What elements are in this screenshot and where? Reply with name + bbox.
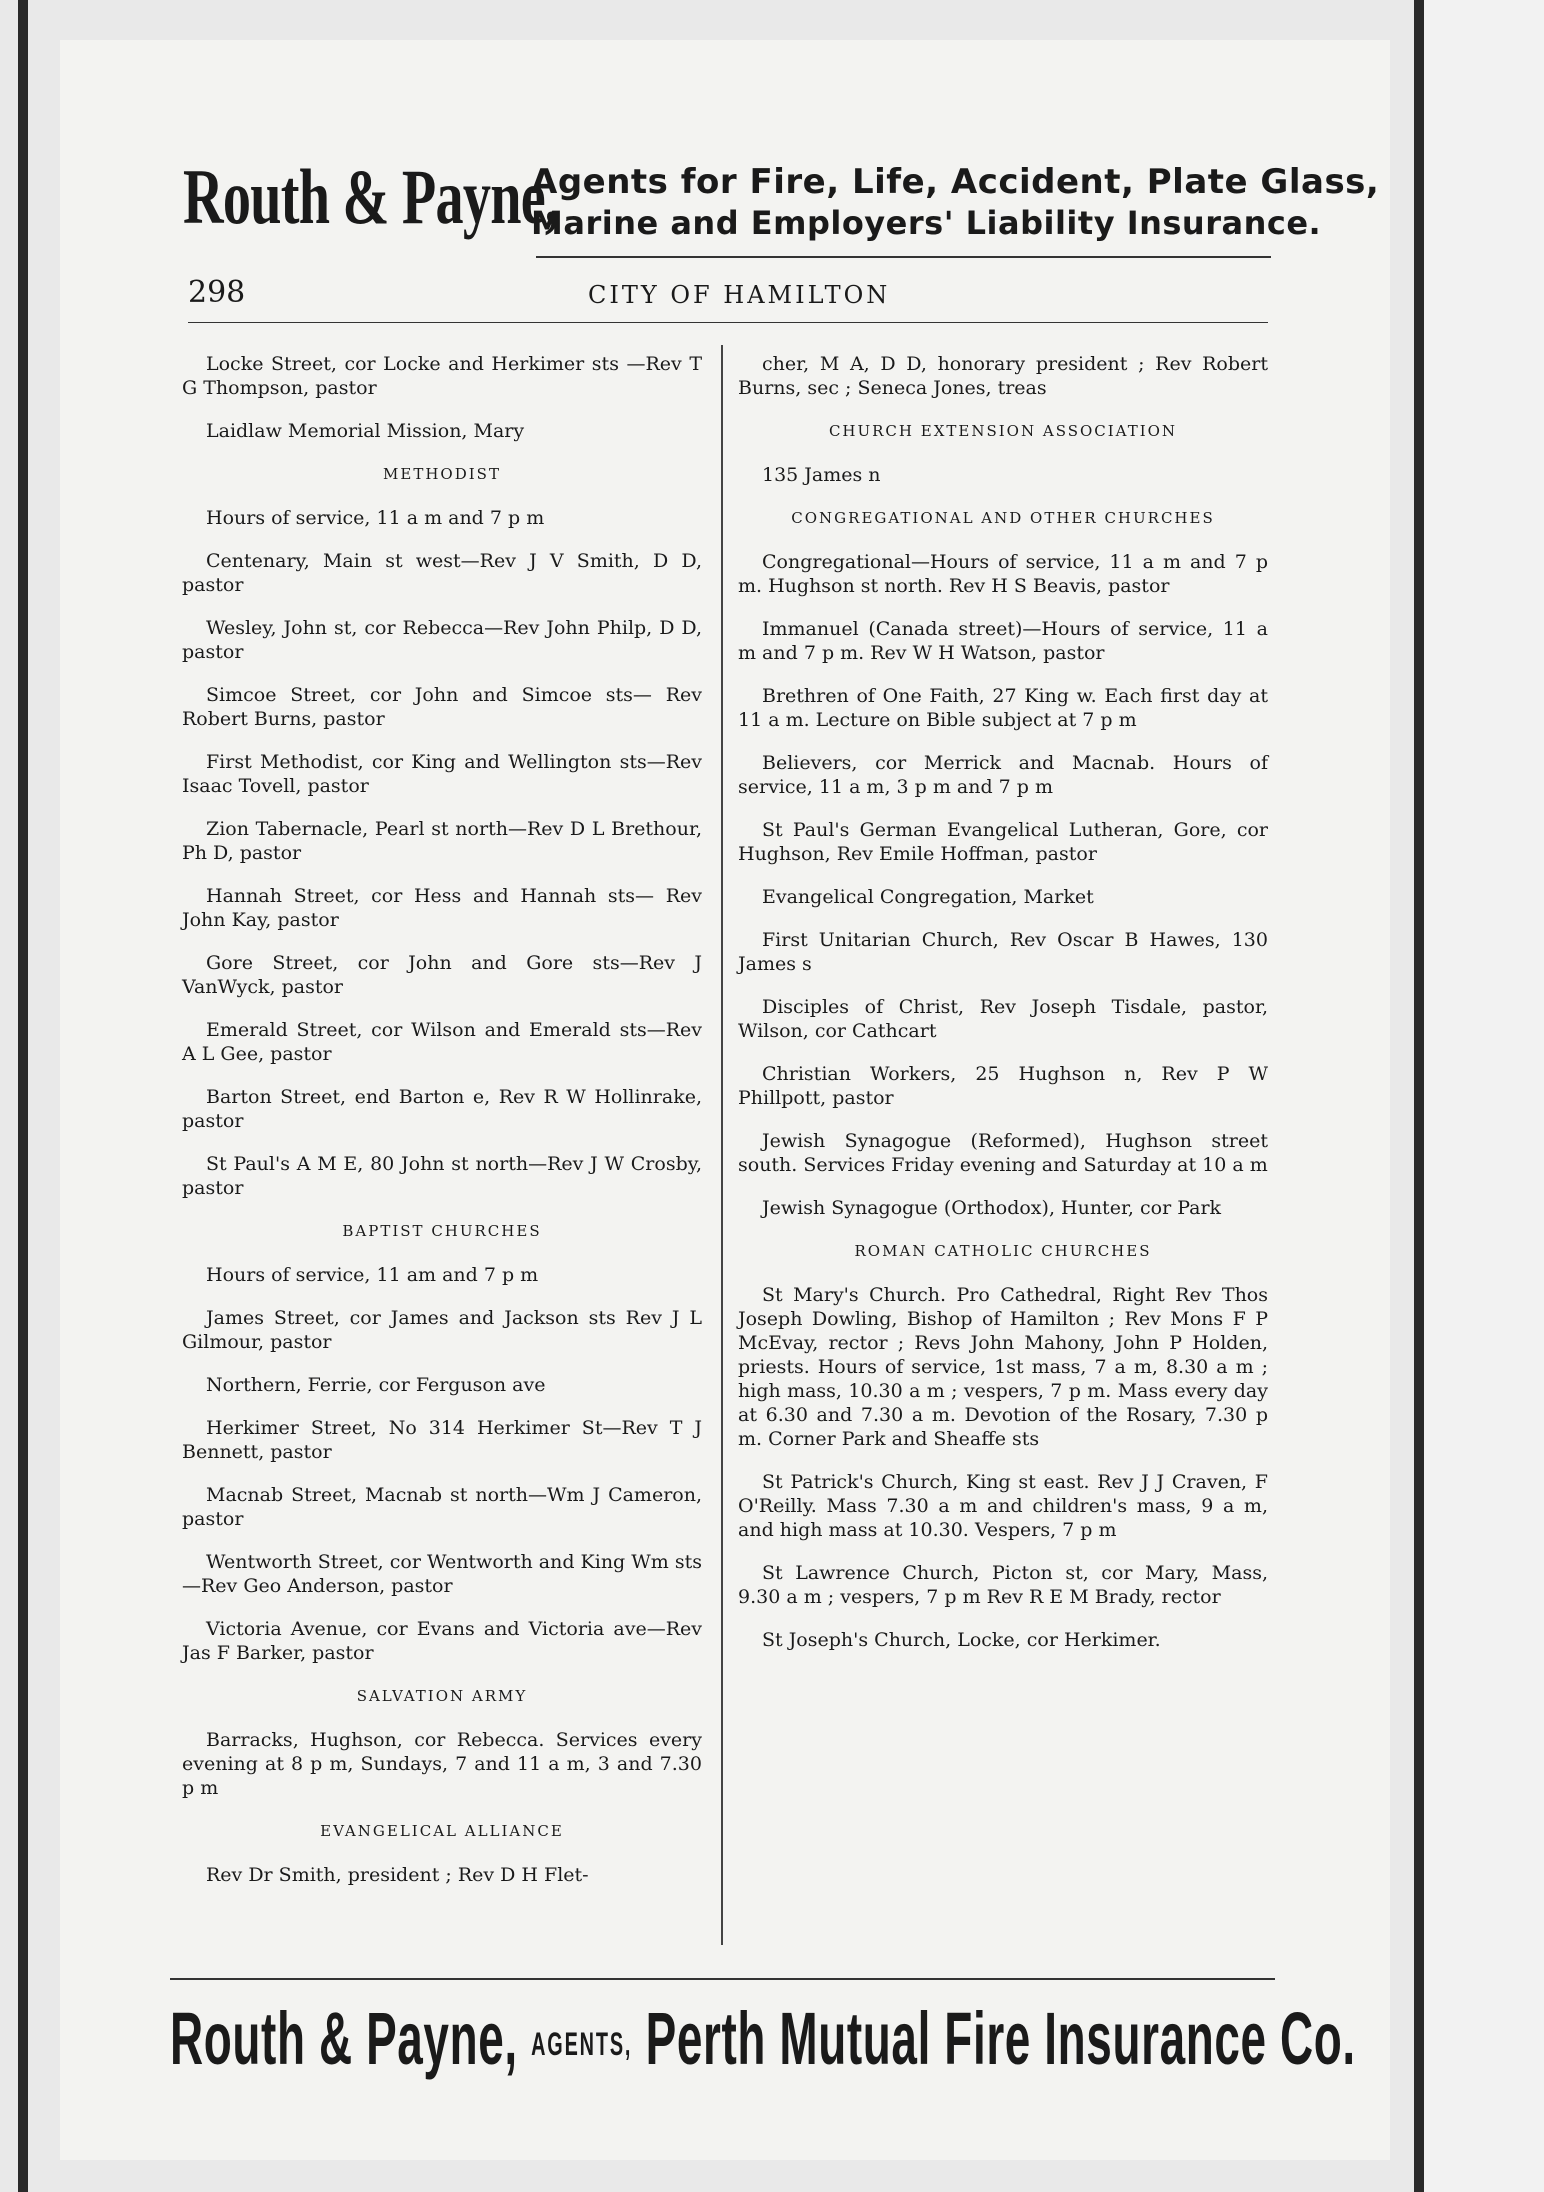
right-directory-entry: Believers, cor Merrick and Macnab. Hours of service, 11 a m, 3 p m and 7 p m [738, 752, 1268, 798]
left-directory-entry: First Methodist, cor King and Wellington sts—Rev Isaac Tovell, pastor [182, 751, 702, 797]
left-directory-entry: Northern, Ferrie, cor Ferguson ave [206, 1374, 546, 1396]
right-section-heading: CHURCH EXTENSION ASSOCIATION [828, 422, 1178, 440]
scan-left-border [18, 0, 28, 2192]
scan-right-border [1414, 0, 1424, 2192]
right-directory-entry: cher, M A, D D, honorary president ; Rev Robert Burns, sec ; Seneca Jones, treas [738, 353, 1268, 399]
left-directory-entry: Gore Street, cor John and Gore sts—Rev J VanWyck, pastor [182, 952, 702, 998]
right-directory-entry: Brethren of One Faith, 27 King w. Each first day at 11 a m. Lecture on Bible subject at 7 p m [738, 685, 1268, 731]
running-head-rule [188, 322, 1268, 323]
header-firm-name: Routh & Payne, [183, 153, 559, 240]
left-section-heading: BAPTIST CHURCHES [342, 1222, 542, 1240]
right-section-heading: ROMAN CATHOLIC CHURCHES [854, 1242, 1152, 1260]
right-directory-entry: St Patrick's Church, King st east. Rev J J Craven, F O'Reilly. Mass 7.30 a m and children's mass, 9 a m, and high mass at 10.30. Vespers, 7 p m [738, 1471, 1268, 1541]
right-directory-entry: Disciples of Christ, Rev Joseph Tisdale, pastor, Wilson, cor Cathcart [738, 996, 1268, 1042]
left-section-heading: SALVATION ARMY [356, 1687, 528, 1705]
right-directory-entry: Jewish Synagogue (Orthodox), Hunter, cor Park [762, 1197, 1222, 1219]
right-directory-entry: St Lawrence Church, Picton st, cor Mary, Mass, 9.30 a m ; vespers, 7 p m Rev R E M Brady, rector [738, 1562, 1268, 1608]
left-directory-entry: Hours of service, 11 a m and 7 p m [206, 507, 545, 529]
footer-agents-label: AGENTS, [531, 2025, 633, 2062]
left-directory-entry: Hannah Street, cor Hess and Hannah sts— Rev John Kay, pastor [182, 885, 702, 931]
right-directory-entry: St Joseph's Church, Locke, cor Herkimer. [762, 1629, 1161, 1651]
header-line-1: Agents for Fire, Life, Accident, Plate Glass, [531, 162, 1380, 202]
left-directory-entry: Simcoe Street, cor John and Simcoe sts— Rev Robert Burns, pastor [182, 684, 702, 730]
left-directory-entry: Wesley, John st, cor Rebecca—Rev John Philp, D D, pastor [182, 617, 702, 663]
right-section-heading: CONGREGATIONAL AND OTHER CHURCHES [791, 509, 1215, 527]
header-line-2: Marine and Employers' Liability Insurance. [531, 204, 1322, 242]
footer-company-name: Perth Mutual Fire Insurance Co. [645, 1997, 1356, 2080]
left-directory-entry: Herkimer Street, No 314 Herkimer St—Rev T J Bennett, pastor [182, 1417, 702, 1463]
right-directory-entry: Evangelical Congregation, Market [762, 886, 1094, 908]
right-directory-entry: St Paul's German Evangelical Lutheran, Gore, cor Hughson, Rev Emile Hoffman, pastor [738, 819, 1268, 865]
left-directory-entry: Barton Street, end Barton e, Rev R W Hollinrake, pastor [182, 1086, 702, 1132]
left-directory-entry: St Paul's A M E, 80 John st north—Rev J W Crosby, pastor [182, 1153, 702, 1199]
left-directory-entry: James Street, cor James and Jackson sts Rev J L Gilmour, pastor [182, 1307, 702, 1353]
left-directory-entry: Barracks, Hughson, cor Rebecca. Services every evening at 8 p m, Sundays, 7 and 11 a m, 3 and 7.30 p m [182, 1729, 702, 1799]
left-directory-entry: Zion Tabernacle, Pearl st north—Rev D L Brethour, Ph D, pastor [182, 818, 702, 864]
footer-firm-name: Routh & Payne, [170, 1997, 518, 2080]
left-directory-entry: Emerald Street, cor Wilson and Emerald sts—Rev A L Gee, pastor [182, 1019, 702, 1065]
footer-rule [170, 1978, 1275, 1980]
left-directory-entry: Wentworth Street, cor Wentworth and King Wm sts—Rev Geo Anderson, pastor [182, 1551, 702, 1597]
left-directory-entry: Rev Dr Smith, president ; Rev D H Flet- [206, 1864, 589, 1886]
right-directory-entry: Christian Workers, 25 Hughson n, Rev P W Phillpott, pastor [738, 1063, 1268, 1109]
running-title: CITY OF HAMILTON [588, 281, 891, 309]
right-directory-entry: Jewish Synagogue (Reformed), Hughson street south. Services Friday evening and Saturday at 10 a m [738, 1130, 1268, 1176]
left-directory-entry: Centenary, Main st west—Rev J V Smith, D D, pastor [182, 550, 702, 596]
left-directory-entry: Locke Street, cor Locke and Herkimer sts —Rev T G Thompson, pastor [182, 353, 702, 399]
left-section-heading: METHODIST [383, 465, 501, 483]
left-directory-entry: Macnab Street, Macnab st north—Wm J Cameron, pastor [182, 1484, 702, 1530]
right-directory-entry: First Unitarian Church, Rev Oscar B Hawes, 130 James s [738, 929, 1268, 975]
left-directory-entry: Victoria Avenue, cor Evans and Victoria ave—Rev Jas F Barker, pastor [182, 1618, 702, 1664]
right-directory-entry: St Mary's Church. Pro Cathedral, Right Rev Thos Joseph Dowling, Bishop of Hamilton ; Rev Mons F P McEvay, rector ; Revs John Mahony, John P Holden, priests. Hours of service, 1st mass, 7 a m, 8.30 a m ; high mass, 10.30 a m ; vespers, 7 p m. Mass every day at 6.30 and 7.30 a m. Devotion of the Rosary, 7.30 p m. Corner Park and Sheaffe sts [738, 1284, 1268, 1450]
left-directory-entry: Hours of service, 11 am and 7 p m [206, 1264, 539, 1286]
column-divider [721, 345, 723, 1945]
left-section-heading: EVANGELICAL ALLIANCE [320, 1822, 564, 1840]
scan-right-margin [1424, 0, 1544, 2192]
right-directory-entry: 135 James n [762, 464, 881, 486]
right-column [738, 352, 1268, 1671]
right-directory-entry: Congregational—Hours of service, 11 a m and 7 p m. Hughson st north. Rev H S Beavis, pastor [738, 551, 1268, 597]
footer-advertisement [170, 1996, 1356, 2086]
header-advertisement [183, 148, 1380, 248]
running-head [188, 275, 1268, 315]
header-rule [536, 256, 1271, 258]
right-directory-entry: Immanuel (Canada street)—Hours of service, 11 a m and 7 p m. Rev W H Watson, pastor [738, 618, 1268, 664]
left-directory-entry: Laidlaw Memorial Mission, Mary [206, 420, 525, 442]
page-number: 298 [188, 275, 246, 310]
left-column [182, 352, 702, 1906]
